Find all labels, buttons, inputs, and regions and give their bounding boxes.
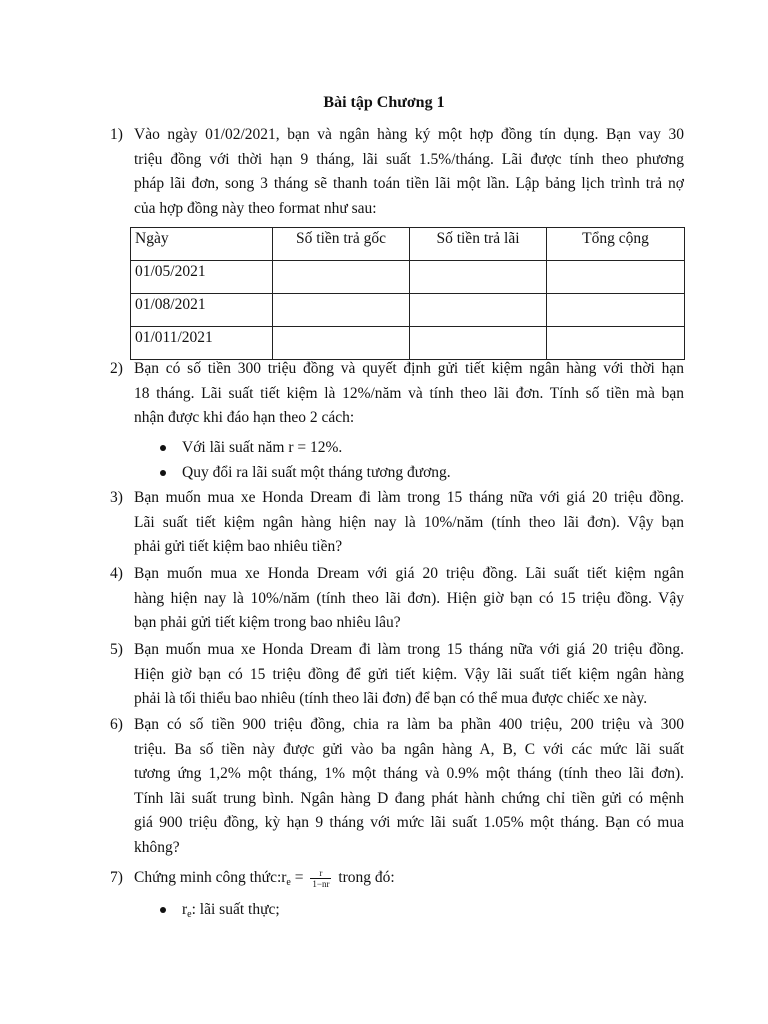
bullet-text: Với lãi suất năm r = 12%. bbox=[182, 439, 343, 456]
bullet-dot-icon bbox=[160, 907, 166, 913]
question-number: 1) bbox=[110, 126, 123, 143]
bullet-item bbox=[156, 461, 676, 486]
table-header: Ngày bbox=[131, 228, 273, 261]
table-cell bbox=[273, 294, 410, 327]
text-line: Bạn muốn mua xe Honda Dream với giá 20 triệu đồng. Lãi suất tiết kiệm ngân bbox=[134, 565, 684, 582]
text-line: Bạn có số tiền 900 triệu đồng, chia ra làm ba phần 400 triệu, 200 triệu và 300 bbox=[134, 716, 684, 733]
question-number: 6) bbox=[110, 716, 123, 733]
question-1 bbox=[112, 123, 684, 221]
table-cell bbox=[273, 327, 410, 360]
text-line: hàng hiện nay là 10%/năm (tính theo lãi đơn). Hiện giờ bạn có 15 triệu đồng. Vậy bbox=[134, 589, 684, 607]
table-header: Số tiền trả lãi bbox=[410, 228, 547, 261]
question-6 bbox=[112, 713, 684, 860]
question-number: 7) bbox=[110, 869, 123, 886]
variable: r bbox=[182, 901, 188, 918]
question-2 bbox=[112, 357, 684, 431]
table-cell-date: 01/011/2021 bbox=[131, 327, 273, 360]
table-row bbox=[131, 261, 685, 294]
table-cell bbox=[547, 261, 685, 294]
bullet-text: Quy đổi ra lãi suất một tháng tương đương. bbox=[182, 464, 451, 481]
bullet-text bbox=[182, 898, 676, 928]
question-3 bbox=[112, 486, 684, 560]
bullet-dot-icon bbox=[160, 470, 166, 476]
question-text bbox=[134, 866, 684, 896]
question-number: 3) bbox=[110, 489, 123, 506]
table-cell bbox=[410, 294, 547, 327]
question-number: 2) bbox=[110, 360, 123, 377]
bullet-item bbox=[156, 898, 676, 928]
text-line: Tính lãi suất trung bình. Ngân hàng D đang phát hành chứng chỉ tiền gửi có mệnh bbox=[134, 789, 684, 807]
variable-description: : lãi suất thực; bbox=[191, 901, 280, 918]
question-text bbox=[134, 123, 684, 221]
fraction-numerator: r bbox=[310, 868, 331, 879]
table-cell-date: 01/05/2021 bbox=[131, 261, 273, 294]
page-title: Bài tập Chương 1 bbox=[323, 94, 445, 111]
text-line: Vào ngày 01/02/2021, bạn và ngân hàng ký một hợp đồng tín dụng. Bạn vay 30 bbox=[134, 126, 684, 143]
text-line: Bạn muốn mua xe Honda Dream đi làm trong 15 tháng nữa với giá 20 triệu đồng. bbox=[134, 489, 684, 506]
table-header: Số tiền trả gốc bbox=[273, 228, 410, 261]
formula-equals: = bbox=[290, 869, 308, 886]
question-7 bbox=[112, 866, 684, 896]
question-text bbox=[134, 713, 684, 860]
question-text bbox=[134, 638, 684, 712]
question-number: 4) bbox=[110, 565, 123, 582]
question-4 bbox=[112, 562, 684, 636]
bullet-item bbox=[156, 436, 676, 461]
fraction-denominator: 1−nr bbox=[312, 878, 330, 889]
text-line: triệu. Ba số tiền này được gửi vào ba ngân hàng A, B, C với các mức lãi suất bbox=[134, 740, 684, 758]
table-cell bbox=[547, 294, 685, 327]
text-line: của hợp đồng này theo format như sau: bbox=[134, 199, 377, 217]
table-cell bbox=[410, 327, 547, 360]
question-5 bbox=[112, 638, 684, 712]
text-line: Bạn muốn mua xe Honda Dream đi làm trong 15 tháng nữa với giá 20 triệu đồng. bbox=[134, 641, 684, 658]
table-cell bbox=[547, 327, 685, 360]
text-line: Bạn có số tiền 300 triệu đồng và quyết định gửi tiết kiệm ngân hàng với thời hạn bbox=[134, 360, 684, 377]
table-row bbox=[131, 327, 685, 360]
text-line: bạn phải gửi tiết kiệm trong bao nhiêu lâu? bbox=[134, 614, 401, 631]
text-line: Hiện giờ bạn có 15 triệu đồng để gửi tiết kiệm. Vậy lãi suất tiết kiệm ngân hàng bbox=[134, 665, 684, 683]
text-line: phải là tối thiểu bao nhiêu (tính theo lãi đơn) để bạn có thể mua được chiếc xe này. bbox=[134, 690, 648, 707]
bullet-dot-icon bbox=[160, 445, 166, 451]
text-line: phải gửi tiết kiệm bao nhiêu tiền? bbox=[134, 538, 343, 555]
question-text bbox=[134, 486, 684, 560]
text-line: 18 tháng. Lãi suất tiết kiệm là 12%/năm và tính theo lãi đơn. Tính số tiền mà bạn bbox=[134, 384, 684, 402]
formula-suffix: trong đó: bbox=[334, 869, 395, 886]
text-line: giá 900 triệu đồng, kỳ hạn 9 tháng với mức lãi suất 1.05% một tháng. Bạn có mua bbox=[134, 814, 684, 831]
text-line: tương ứng 1,2% một tháng, 1% một tháng và 0.9% một tháng (tính theo lãi đơn). bbox=[134, 765, 684, 782]
question-number: 5) bbox=[110, 641, 123, 658]
repayment-schedule-table bbox=[130, 227, 685, 360]
question-text bbox=[134, 562, 684, 636]
text-line: triệu đồng với thời hạn 9 tháng, lãi suất 1.5%/tháng. Lãi được tính theo phương bbox=[134, 150, 684, 168]
table-header: Tổng cộng bbox=[547, 228, 685, 261]
text-line: Lãi suất tiết kiệm ngân hàng hiện nay là 10%/năm (tính theo lãi đơn). Vậy bạn bbox=[134, 513, 684, 531]
question-text bbox=[134, 357, 684, 431]
variable-subscript: e bbox=[187, 909, 192, 920]
text-line: pháp lãi đơn, song 3 tháng sẽ thanh toán tiền lãi một lần. Lập bảng lịch trình trả nợ bbox=[134, 175, 684, 192]
table-cell bbox=[410, 261, 547, 294]
text-line: không? bbox=[134, 838, 180, 856]
table-cell bbox=[273, 261, 410, 294]
formula-prefix: Chứng minh công thức:r bbox=[134, 869, 287, 886]
table-row bbox=[131, 294, 685, 327]
table-cell-date: 01/08/2021 bbox=[131, 294, 273, 327]
formula-subscript: e bbox=[286, 877, 291, 888]
table-header-row bbox=[131, 228, 685, 261]
formula-fraction bbox=[310, 868, 331, 889]
text-line: nhận được khi đáo hạn theo 2 cách: bbox=[134, 409, 355, 426]
